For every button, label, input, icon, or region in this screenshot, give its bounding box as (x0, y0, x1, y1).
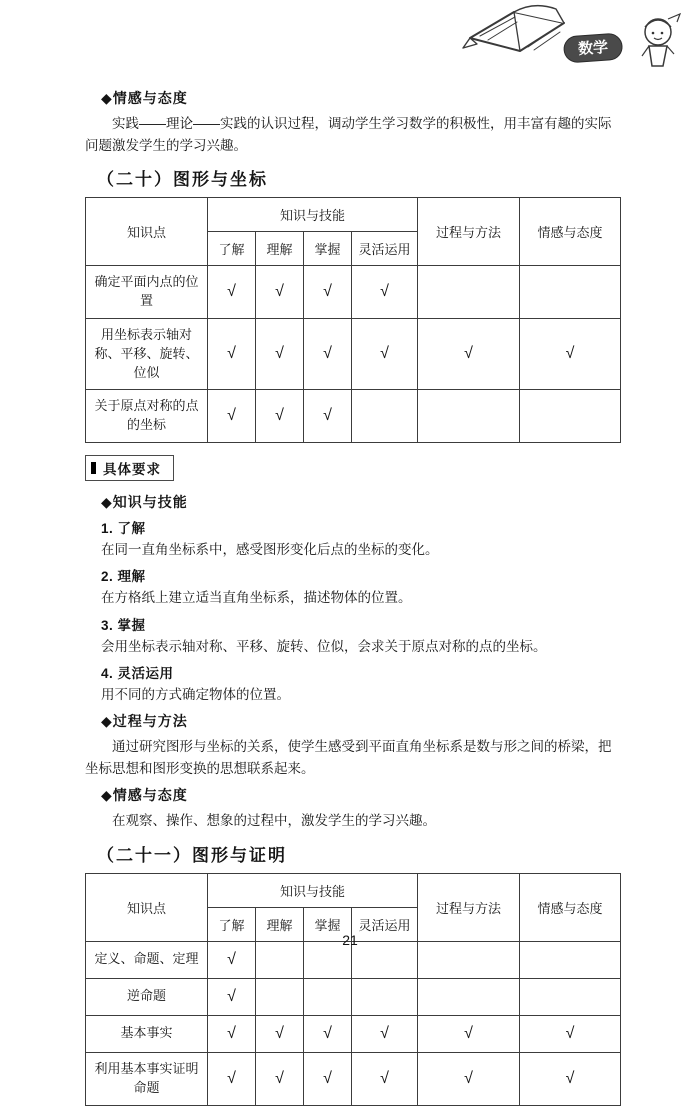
emotion-paragraph: 在观察、操作、想象的过程中，激发学生的学习兴趣。 (112, 813, 436, 829)
page-number: 21 (342, 932, 358, 948)
col-subheader-know: 了解 (208, 907, 256, 941)
knowledge-point-cell: 基本事实 (86, 1015, 208, 1052)
col-header-process: 过程与方法 (418, 198, 520, 266)
open-book-icon (463, 6, 564, 51)
section-20-table (85, 197, 621, 443)
col-subheader-flexible-use: 灵活运用 (352, 232, 418, 266)
section-21-table (85, 873, 621, 1106)
empty-cell (352, 978, 418, 1015)
check-mark-cell: √ (304, 1052, 352, 1105)
check-mark-cell: √ (256, 318, 304, 390)
check-mark-cell: √ (352, 266, 418, 319)
col-subheader-understand: 理解 (256, 907, 304, 941)
intro-paragraph: 实践——理论——实践的认识过程，调动学生学习数学的积极性，用丰富有趣的实际问题激发学生的学习兴趣。 (85, 116, 612, 153)
section-20-title: （二十）图形与坐标 (97, 170, 268, 190)
section-21-title: （二十一）图形与证明 (97, 845, 287, 865)
knowledge-point-cell: 用坐标表示轴对称、平移、旋转、位似 (86, 318, 208, 390)
check-mark-cell: √ (256, 1015, 304, 1052)
check-mark-cell: √ (304, 390, 352, 443)
col-subheader-master: 掌握 (304, 907, 352, 941)
check-mark-cell: √ (208, 318, 256, 390)
item-2-text: 在方格纸上建立适当直角坐标系，描述物体的位置。 (101, 590, 412, 606)
item-2-title: 2. 理解 (101, 569, 146, 585)
empty-cell (520, 978, 621, 1015)
item-4-text: 用不同的方式确定物体的位置。 (101, 686, 290, 702)
empty-cell (520, 390, 621, 443)
table-row (86, 1015, 621, 1052)
knowledge-point-cell: 定义、命题、定理 (86, 941, 208, 978)
check-mark-cell: √ (208, 266, 256, 319)
check-mark-cell: √ (520, 318, 621, 390)
col-subheader-understand: 理解 (256, 232, 304, 266)
specific-requirements-text: 具体要求 (103, 462, 161, 478)
item-1-title: 1. 了解 (101, 521, 146, 537)
check-mark-cell: √ (208, 941, 256, 978)
empty-cell (352, 390, 418, 443)
check-mark-cell: √ (520, 1052, 621, 1105)
check-mark-cell: √ (208, 390, 256, 443)
item-1-text: 在同一直角坐标系中，感受图形变化后点的坐标的变化。 (101, 542, 439, 558)
col-header-skills: 知识与技能 (208, 873, 418, 907)
empty-cell (418, 390, 520, 443)
check-mark-cell: √ (304, 266, 352, 319)
header-illustration (456, 2, 694, 78)
table-body (86, 941, 621, 1105)
col-subheader-flexible-use: 灵活运用 (352, 907, 418, 941)
knowledge-point-cell: 关于原点对称的点的坐标 (86, 390, 208, 443)
empty-cell (304, 978, 352, 1015)
check-mark-cell: √ (418, 1052, 520, 1105)
empty-cell (256, 978, 304, 1015)
check-mark-cell: √ (304, 1015, 352, 1052)
col-header-knowledge-point: 知识点 (86, 873, 208, 941)
col-header-process: 过程与方法 (418, 873, 520, 941)
col-header-skills: 知识与技能 (208, 198, 418, 232)
section-marker-bar (91, 462, 96, 474)
student-cartoon-icon (642, 14, 680, 66)
table-row (86, 266, 621, 319)
emotion-heading: ◆情感与态度 (101, 787, 188, 804)
illustration-svg (456, 2, 694, 78)
item-3-text: 会用坐标表示轴对称、平移、旋转、位似，会求关于原点对称的点的坐标。 (101, 638, 547, 654)
check-mark-cell: √ (304, 318, 352, 390)
process-heading: ◆过程与方法 (101, 713, 188, 730)
skills-heading: ◆知识与技能 (101, 494, 188, 511)
col-header-knowledge-point: 知识点 (86, 198, 208, 266)
empty-cell (520, 266, 621, 319)
col-header-emotion: 情感与态度 (520, 198, 621, 266)
check-mark-cell: √ (208, 1015, 256, 1052)
knowledge-point-cell: 逆命题 (86, 978, 208, 1015)
check-mark-cell: √ (520, 1015, 621, 1052)
intro-emotion-heading: ◆情感与态度 (101, 90, 188, 106)
empty-cell (418, 266, 520, 319)
item-3-title: 3. 掌握 (101, 617, 146, 633)
col-subheader-master: 掌握 (304, 232, 352, 266)
empty-cell (418, 978, 520, 1015)
check-mark-cell: √ (418, 318, 520, 390)
knowledge-point-cell: 确定平面内点的位置 (86, 266, 208, 319)
knowledge-point-cell: 利用基本事实证明命题 (86, 1052, 208, 1105)
table-row (86, 1052, 621, 1105)
table-row (86, 318, 621, 390)
check-mark-cell: √ (256, 1052, 304, 1105)
col-header-emotion: 情感与态度 (520, 873, 621, 941)
subject-badge (563, 33, 623, 63)
col-subheader-know: 了解 (208, 232, 256, 266)
table-row (86, 978, 621, 1015)
item-4-title: 4. 灵活运用 (101, 665, 174, 681)
check-mark-cell: √ (208, 978, 256, 1015)
table-row (86, 390, 621, 443)
check-mark-cell: √ (352, 318, 418, 390)
subject-badge-label: 数学 (577, 38, 609, 59)
check-mark-cell: √ (418, 1015, 520, 1052)
specific-requirements-label (85, 455, 174, 481)
process-paragraph: 通过研究图形与坐标的关系，使学生感受到平面直角坐标系是数与形之间的桥梁，把坐标思想和图形变换的思想联系起来。 (85, 739, 612, 776)
check-mark-cell: √ (256, 390, 304, 443)
check-mark-cell: √ (352, 1052, 418, 1105)
table-body (86, 266, 621, 443)
check-mark-cell: √ (208, 1052, 256, 1105)
check-mark-cell: √ (352, 1015, 418, 1052)
check-mark-cell: √ (256, 266, 304, 319)
